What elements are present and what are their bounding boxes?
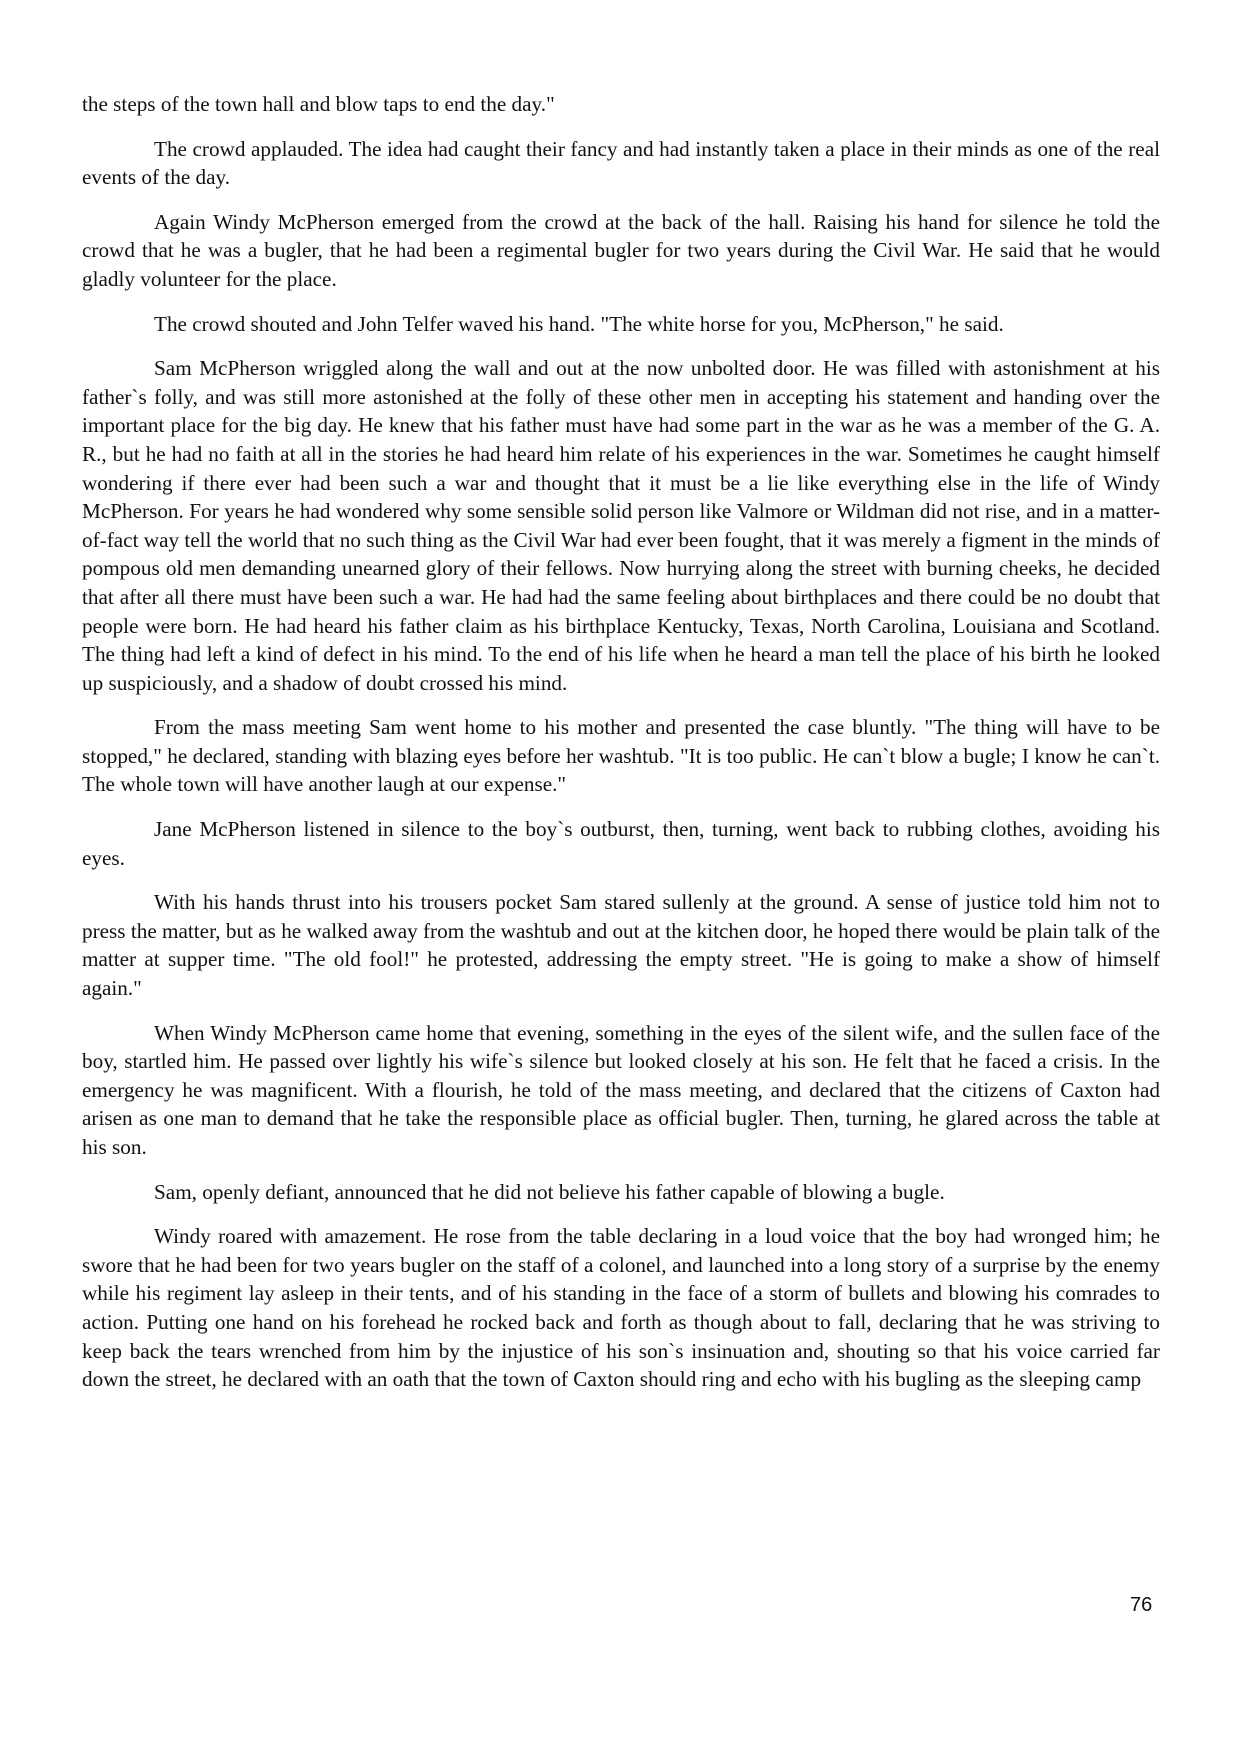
paragraph: With his hands thrust into his trousers pocket Sam stared sullenly at the ground. A sense of justice told him not to press the matter, but as he walked away from the washtub and out at the kitchen door, he hoped there would be plain talk of the matter at supper time. "The old fool!" he protested, addressing the empty street. "He is going to make a show of himself again." — [82, 890, 1160, 1001]
paragraph: the steps of the town hall and blow taps to end the day." — [82, 92, 555, 116]
paragraph: The crowd shouted and John Telfer waved his hand. "The white horse for you, McPherson," he said. — [154, 311, 1004, 336]
paragraph: From the mass meeting Sam went home to his mother and presented the case bluntly. "The thing will have to be stopped," he declared, standing with blazing eyes before her washtub. "It is too public. He can`t blow a bugle; I know he can`t. The whole town will have another laugh at our expense." — [82, 715, 1160, 797]
paragraph: Jane McPherson listened in silence to the boy`s outburst, then, turning, went back to rubbing clothes, avoiding his eyes. — [82, 817, 1160, 870]
paragraph: Sam McPherson wriggled along the wall and out at the now unbolted door. He was filled with astonishment at his father`s folly, and was still more astonished at the folly of these other men in accepting his statement and handing over the important place for the big day. He knew that his father must have had some part in the war as he was a member of the G. A. R., but he had no faith at all in the stories he had heard him relate of his experiences in the war. Sometimes he caught himself wondering if there ever had been such a war and thought that it must be a lie like everything else in the life of Windy McPherson. For years he had wondered why some sensible solid person like Valmore or Wildman did not rise, and in a matter-of-fact way tell the world that no such thing as the Civil War had ever been fought, that it was merely a figment in the minds of pompous old men demanding unearned glory of their fellows. Now hurrying along the street with burning cheeks, he decided that after all there must have been such a war. He had had the same feeling about birthplaces and there could be no doubt that people were born. He had heard his father claim as his birthplace Kentucky, Texas, North Carolina, Louisiana and Scotland. The thing had left a kind of defect in his mind. To the end of his life when he heard a man tell the place of his birth he looked up suspiciously, and a shadow of doubt crossed his mind. — [82, 356, 1160, 695]
paragraph: The crowd applauded. The idea had caught their fancy and had instantly taken a place in their minds as one of the real events of the day. — [82, 136, 1160, 190]
paragraph: When Windy McPherson came home that evening, something in the eyes of the silent wife, and the sullen face of the boy, startled him. He passed over lightly his wife`s silence but looked closely at his son. He felt that he faced a crisis. In the emergency he was magnificent. With a flourish, he told of the mass meeting, and declared that the citizens of Caxton had arisen as one man to demand that he take the responsible place as official bugler. Then, turning, he glared across the table at his son. — [82, 1020, 1160, 1159]
paragraph: Sam, openly defiant, announced that he did not believe his father capable of blowing a bugle. — [154, 1179, 945, 1204]
paragraph: Windy roared with amazement. He rose from the table declaring in a loud voice that the boy had wronged him; he swore that he had been for two years bugler on the staff of a colonel, and launched into a long story of a surprise by the enemy while his regiment lay asleep in their tents, and of his standing in the face of a storm of bullets and blowing his comrades to action. Putting one hand on his forehead he rocked back and forth as though about to fall, declaring that he was striving to keep back the tears wrenched from him by the injustice of his son`s insinuation and, shouting so that his voice carried far down the street, he declared with an oath that the town of Caxton should ring and echo with his bugling as the sleeping camp — [82, 1224, 1160, 1392]
page-body — [82, 90, 1160, 1410]
paragraph: Again Windy McPherson emerged from the crowd at the back of the hall. Raising his hand for silence he told the crowd that he was a bugler, that he had been a regimental bugler for two years during the Civil War. He said that he would gladly volunteer for the place. — [82, 209, 1160, 291]
page-number: 76 — [1130, 1594, 1153, 1616]
